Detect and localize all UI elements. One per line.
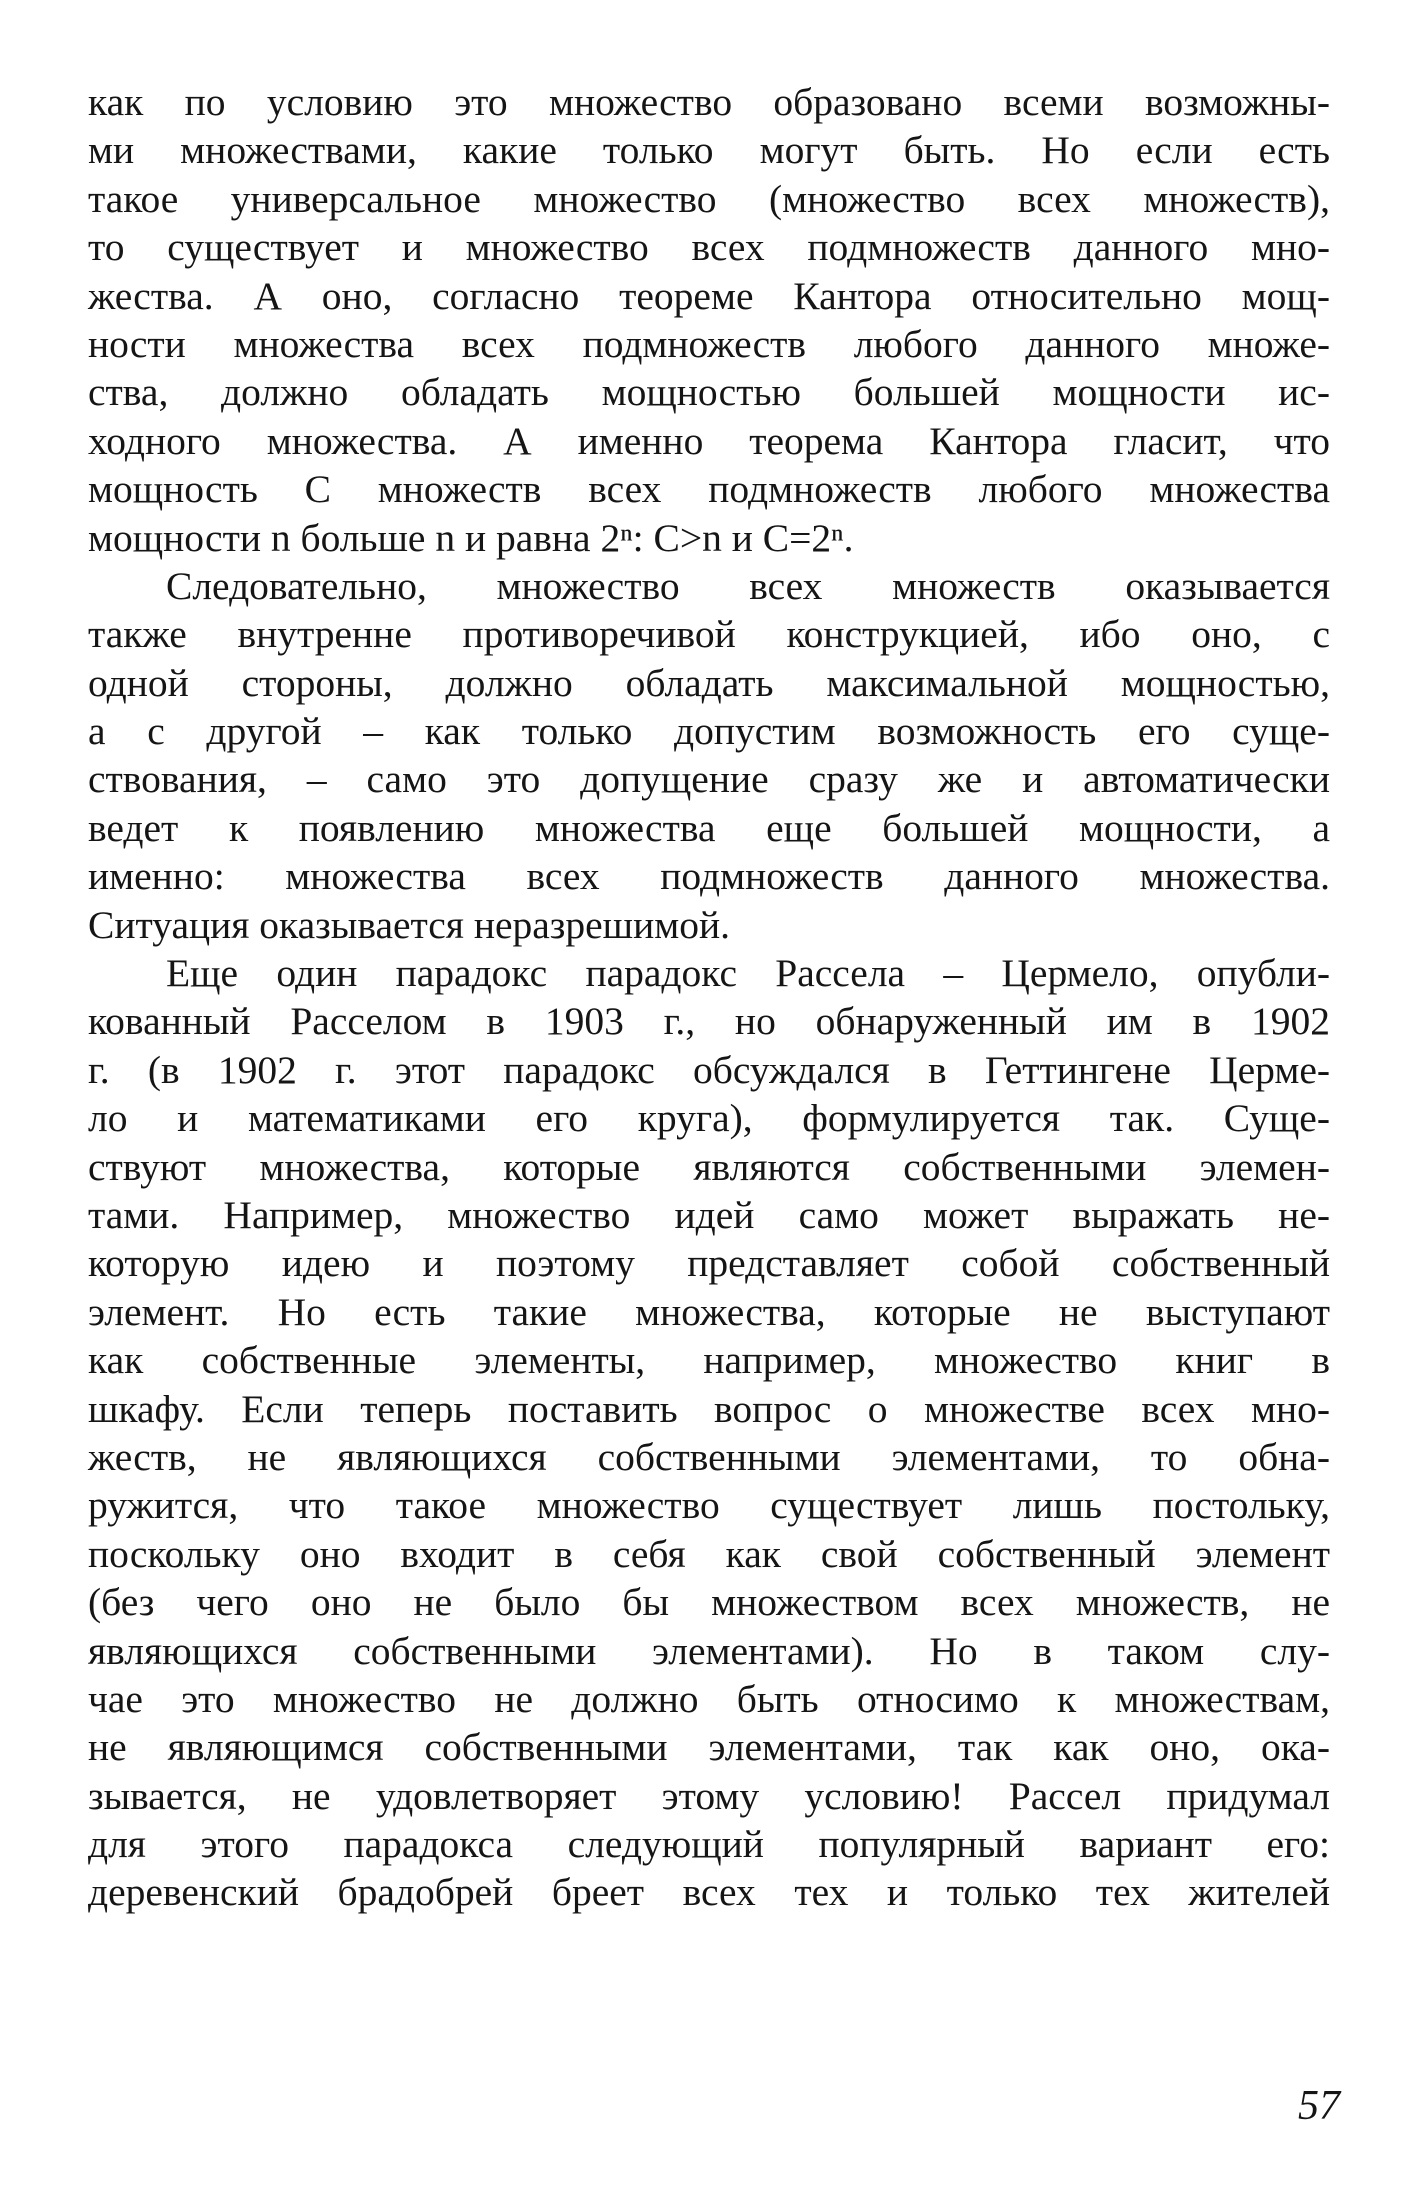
text-line: шкафу. Если теперь поставить вопрос о множестве всех мно- [88,1386,1330,1431]
text-line: Еще один парадокс парадокс Рассела – Цермело, опубли- [166,951,1330,996]
text-line: именно: множества всех подмножеств данного множества. [88,854,1330,899]
text-line: а с другой – как только допустим возможность его суще- [88,709,1330,754]
text-line: как собственные элементы, например, множество книг в [88,1338,1330,1383]
text-line: деревенский брадобрей бреет всех тех и только тех жителей [88,1870,1330,1915]
page-number: 57 [1298,2083,1340,2129]
text-line: для этого парадокса следующий популярный вариант его: [88,1822,1330,1867]
text-line: такое универсальное множество (множество всех множеств), [88,176,1330,221]
text-line: не являющимся собственными элементами, так как оно, ока- [88,1725,1330,1770]
text-line: г. (в 1902 г. этот парадокс обсуждался в Геттингене Церме- [88,1047,1330,1092]
text-line: Ситуация оказывается неразрешимой. [88,902,730,947]
text-line: ло и математиками его круга), формулируется так. Суще- [88,1096,1330,1141]
text-line: жества. А оно, согласно теореме Кантора относительно мощ- [88,273,1330,318]
text-line: ности множества всех подмножеств любого данного множе- [88,321,1330,366]
text-line: ружится, что такое множество существует лишь постольку, [88,1483,1330,1528]
text-line: чае это множество не должно быть относимо к множествам, [88,1676,1330,1721]
text-line: ства, должно обладать мощностью большей мощности ис- [88,370,1330,415]
text-line: зывается, не удовлетворяет этому условию! Рассел придумал [88,1773,1330,1818]
text-line: кованный Расселом в 1903 г., но обнаруженный им в 1902 [88,999,1330,1044]
text-line: Следовательно, множество всех множеств оказывается [166,563,1330,608]
text-line: жеств, не являющихся собственными элементами, то обна- [88,1434,1330,1479]
text-line: как по условию это множество образовано всеми возможны- [88,80,1330,124]
text-line: ходного множества. А именно теорема Кантора гласит, что [88,418,1330,463]
text-line: элемент. Но есть такие множества, которые не выступают [88,1289,1330,1334]
text-line: то существует и множество всех подмножеств данного мно- [88,225,1330,270]
page-text [88,78,1330,1917]
text-line: (без чего оно не было бы множеством всех множеств, не [88,1580,1330,1625]
text-line: ведет к появлению множества еще большей мощности, а [88,805,1330,850]
text-line: ствования, – само это допущение сразу же и автоматически [88,757,1330,802]
text-line: являющихся собственными элементами). Но в таком слу- [88,1628,1330,1673]
text-line: также внутренне противоречивой конструкцией, ибо оно, с [88,612,1330,657]
text-line: мощности n больше n и равна 2ⁿ: С>n и С=2ⁿ. [88,515,854,560]
text-line: ми множествами, какие только могут быть. Но если есть [88,128,1330,173]
text-line: тами. Например, множество идей само может выражать не- [88,1192,1330,1237]
text-line: поскольку оно входит в себя как свой собственный элемент [88,1531,1330,1576]
text-line: мощность С множеств всех подмножеств любого множества [88,467,1330,512]
text-line: которую идею и поэтому представляет собой собственный [88,1241,1330,1286]
text-line: одной стороны, должно обладать максимальной мощностью, [88,660,1330,705]
text-line: ствуют множества, которые являются собственными элемен- [88,1144,1330,1189]
